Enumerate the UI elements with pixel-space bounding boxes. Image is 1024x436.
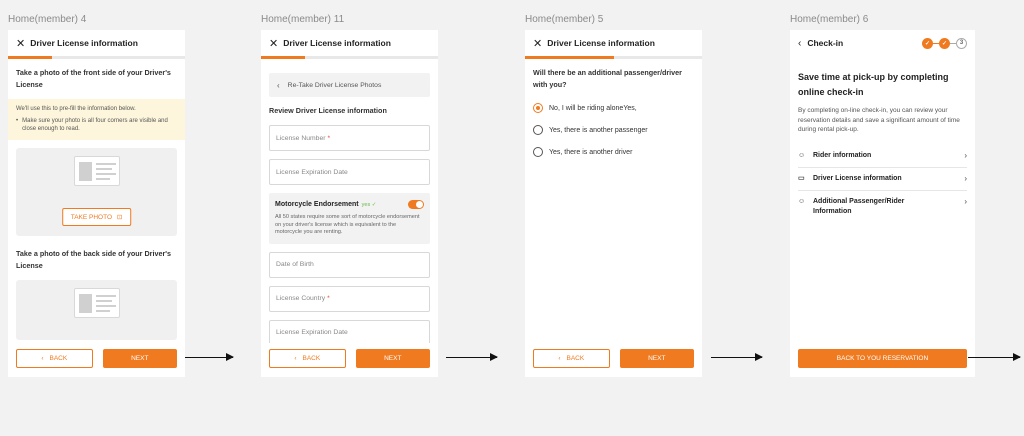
required-mark: *	[327, 295, 330, 302]
header-title: Driver License information	[30, 38, 138, 48]
chevron-left-icon: ‹	[558, 355, 561, 362]
moto-yes-badge: yes ✓	[361, 201, 377, 208]
radio[interactable]	[533, 125, 543, 135]
date-of-birth-field[interactable]	[269, 252, 430, 278]
note-bullet: Make sure your photo is all four corners are visible and close enough to read.	[22, 117, 168, 132]
field-label: License Country	[276, 295, 326, 302]
back-label: BACK	[49, 355, 68, 362]
header	[790, 30, 975, 56]
next-button[interactable]	[356, 349, 431, 368]
list-item-additional-passenger[interactable]	[798, 191, 967, 223]
review-heading: Review Driver License information	[269, 106, 387, 115]
next-label: NEXT	[384, 355, 402, 362]
item-label: Additional Passenger/Rider Information	[813, 197, 905, 215]
license-country-field[interactable]	[269, 286, 430, 312]
flow-arrow-3	[711, 357, 762, 358]
bottom-actions	[525, 349, 702, 368]
license-expiration-field-2[interactable]	[269, 320, 430, 346]
front-photo-prompt: Take a photo of the front side of your Driver's License	[16, 68, 171, 89]
header-title: Driver License information	[547, 38, 655, 48]
retake-photos-button[interactable]	[269, 73, 430, 97]
screen-front-photo	[8, 30, 185, 377]
step-indicator	[922, 38, 967, 49]
next-button[interactable]	[620, 349, 695, 368]
field-label: License Number	[276, 134, 326, 142]
passenger-question: Will there be an additional passenger/driver with you?	[533, 68, 682, 89]
retake-label: Re-Take Driver License Photos	[287, 81, 382, 89]
header	[261, 30, 438, 56]
moto-description: All 50 states require some sort of motorcycle endorsement on your driver's license which is equivalent to the motorcycle you are renting.	[275, 214, 420, 235]
check-in-list	[798, 145, 967, 223]
field-label: License Expiration Date	[276, 329, 348, 336]
front-photo-box[interactable]	[16, 148, 177, 236]
option-another-driver[interactable]	[533, 147, 694, 157]
chevron-left-icon: ‹	[294, 355, 297, 362]
header-title: Driver License information	[283, 38, 391, 48]
header-title: Check-in	[807, 38, 844, 48]
back-button[interactable]	[269, 349, 346, 368]
cta-label: BACK TO YOU RESERVATION	[836, 355, 929, 362]
progress-bar	[261, 56, 438, 59]
header	[525, 30, 702, 56]
radio[interactable]	[533, 147, 543, 157]
step-done-icon: ✓	[922, 38, 933, 49]
progress-bar	[525, 56, 702, 59]
id-card-icon	[74, 288, 120, 318]
flow-arrow-1	[185, 357, 233, 358]
frame-label-2: Home(member) 11	[261, 14, 345, 25]
bullet-icon: •	[16, 117, 19, 124]
note-text: We'll use this to pre-fill the information below.	[16, 106, 136, 112]
option-label: Yes, there is another driver	[549, 148, 633, 156]
option-riding-alone[interactable]	[533, 103, 694, 113]
next-label: NEXT	[648, 355, 666, 362]
frame-label-3: Home(member) 5	[525, 14, 604, 25]
screen-additional-passenger	[525, 30, 702, 377]
close-icon[interactable]: ✕	[533, 37, 543, 50]
chevron-left-icon: ‹	[277, 80, 280, 90]
moto-title: Motorcycle Endorsement	[275, 201, 359, 208]
check-in-title: Save time at pick-up by completing online check-in	[798, 72, 949, 97]
back-photo-box[interactable]	[16, 280, 177, 340]
frame-label-1: Home(member) 4	[8, 14, 87, 25]
radio-selected[interactable]	[533, 103, 543, 113]
motorcycle-endorsement-toggle[interactable]	[408, 200, 424, 209]
license-icon: ▭	[798, 174, 805, 182]
screen-review-license	[261, 30, 438, 377]
list-item-rider-information[interactable]	[798, 145, 967, 168]
option-label: Yes, there is another passenger	[549, 126, 648, 134]
bottom-actions	[8, 349, 185, 368]
chevron-right-icon: ›	[964, 150, 967, 160]
chevron-left-icon[interactable]: ‹	[798, 37, 802, 49]
option-another-passenger[interactable]	[533, 125, 694, 135]
check-in-description: By completing on-line check-in, you can review your reservation details and save a significant amount of time during rental pick-up.	[798, 107, 960, 133]
step-pending: 3	[956, 38, 967, 49]
frame-label-4: Home(member) 6	[790, 14, 869, 25]
progress-fill	[8, 56, 52, 59]
back-label: BACK	[566, 355, 585, 362]
camera-icon: ⊡	[116, 213, 123, 221]
progress-fill	[261, 56, 305, 59]
close-icon[interactable]: ✕	[269, 37, 279, 50]
next-label: NEXT	[131, 355, 149, 362]
motorcycle-endorsement-panel	[269, 193, 430, 244]
chevron-left-icon: ‹	[41, 355, 44, 362]
license-number-field[interactable]	[269, 125, 430, 151]
back-to-reservation-button[interactable]	[798, 349, 967, 368]
screen-check-in	[790, 30, 975, 377]
chevron-right-icon: ›	[964, 196, 967, 206]
step-done-icon: ✓	[939, 38, 950, 49]
back-label: BACK	[302, 355, 321, 362]
info-note	[8, 99, 185, 140]
back-photo-prompt: Take a photo of the back side of your Driver's License	[16, 248, 171, 270]
field-label: License Expiration Date	[276, 168, 348, 176]
back-button[interactable]	[16, 349, 93, 368]
rider-icon: ☺	[798, 151, 806, 159]
chevron-right-icon: ›	[964, 173, 967, 183]
take-photo-label: TAKE PHOTO	[70, 213, 113, 221]
list-item-driver-license[interactable]	[798, 168, 967, 191]
close-icon[interactable]: ✕	[16, 37, 26, 50]
bottom-actions	[261, 343, 438, 377]
take-photo-button[interactable]	[62, 208, 132, 226]
progress-bar	[8, 56, 185, 59]
id-card-icon	[74, 156, 120, 186]
flow-arrow-2	[446, 357, 497, 358]
next-button[interactable]	[103, 349, 178, 368]
progress-fill	[525, 56, 614, 59]
bottom-actions	[790, 349, 975, 368]
field-label: Date of Birth	[276, 261, 314, 268]
flow-arrow-4	[968, 357, 1020, 358]
option-label: No, I will be riding aloneYes,	[549, 104, 637, 112]
item-label: Rider information	[813, 151, 872, 159]
item-label: Driver License information	[813, 174, 902, 182]
back-button[interactable]	[533, 349, 610, 368]
required-mark: *	[327, 134, 331, 142]
passenger-icon: ☺	[798, 197, 806, 205]
license-expiration-field[interactable]	[269, 159, 430, 185]
header	[8, 30, 185, 56]
